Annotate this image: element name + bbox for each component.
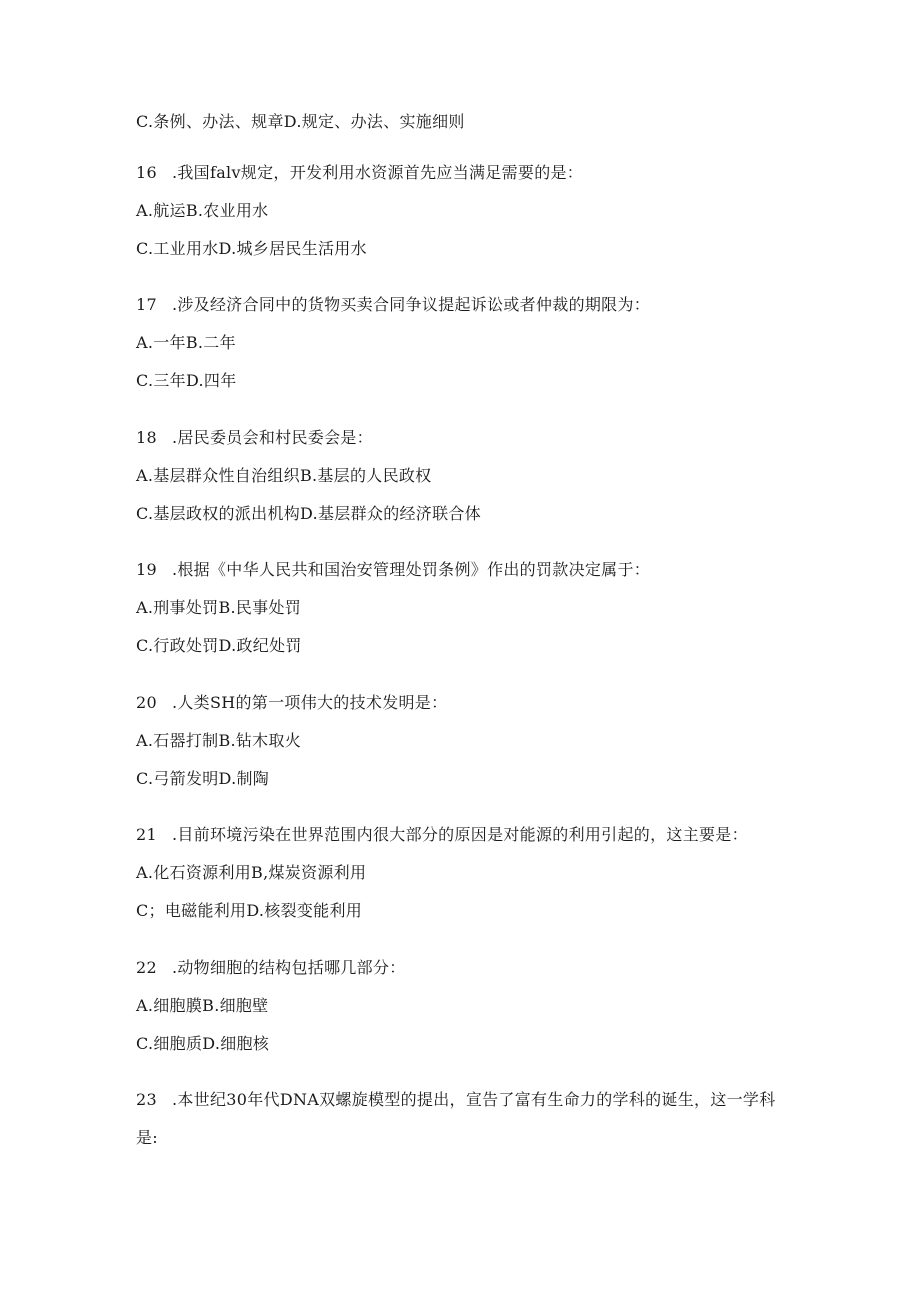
option-line <box>136 1033 269 1055</box>
line-text: C.工业用水D.城乡居民生活用水 <box>136 239 367 258</box>
option-line <box>136 503 481 525</box>
question-text: .人类SH的第一项伟大的技术发明是： <box>172 693 448 712</box>
line-text: C.基层政权的派出机构D.基层群众的经济联合体 <box>136 504 482 523</box>
line-text: C.三年D.四年 <box>136 371 237 390</box>
option-line <box>136 597 301 619</box>
question-number: 21 <box>136 825 157 844</box>
question-number: 23 <box>136 1090 157 1109</box>
line-text: C.细胞质D.细胞核 <box>136 1034 270 1053</box>
line-text: A.基层群众性自治组织B.基层的人民政权 <box>136 466 432 485</box>
question-text: .动物细胞的结构包括哪几部分： <box>172 958 406 977</box>
question-line <box>136 162 583 184</box>
line-text: C.条例、办法、规章D.规定、办法、实施细则 <box>136 112 465 131</box>
question-number: 22 <box>136 958 157 977</box>
question-text: .根据《中华人民共和国治安管理处罚条例》作出的罚款决定属于： <box>172 560 651 579</box>
question-text: .本世纪30年代DNA双螺旋模型的提出，宣告了富有生命力的学科的诞生，这一学科 <box>172 1090 776 1109</box>
question-number: 16 <box>136 163 157 182</box>
question-text: .涉及经济合同中的货物买卖合同争议提起诉讼或者仲裁的期限为： <box>172 295 651 314</box>
line-text: C.行政处罚D.政纪处罚 <box>136 636 302 655</box>
question-number: 17 <box>136 295 157 314</box>
option-line <box>136 900 362 922</box>
question-line <box>136 692 447 714</box>
line-text: C.弓箭发明D.制陶 <box>136 769 270 788</box>
option-line <box>136 111 465 133</box>
option-line <box>136 730 301 752</box>
question-number: 18 <box>136 428 157 447</box>
option-line <box>136 370 237 392</box>
option-line <box>136 332 236 354</box>
line-text: A.航运B.农业用水 <box>136 201 269 220</box>
question-text: .我国falv规定，开发利用水资源首先应当满足需要的是： <box>172 163 584 182</box>
question-line <box>136 559 650 581</box>
line-text: C；电磁能利用D.核裂变能利用 <box>136 901 363 920</box>
option-line <box>136 238 367 260</box>
option-line <box>136 635 302 657</box>
question-line <box>136 1089 776 1111</box>
question-text: .居民委员会和村民委会是： <box>172 428 373 447</box>
line-text: A.细胞膜B.细胞壁 <box>136 996 269 1015</box>
question-line <box>136 957 406 979</box>
option-line <box>136 200 269 222</box>
line-text: A.一年B.二年 <box>136 333 236 352</box>
question-number: 20 <box>136 693 157 712</box>
question-line <box>136 824 748 846</box>
question-text: .目前环境污染在世界范围内很大部分的原因是对能源的利用引起的，这主要是： <box>172 825 748 844</box>
line-text: A.石器打制B.钻木取火 <box>136 731 302 750</box>
option-line <box>136 768 269 790</box>
line-text: A.化石资源利用B,煤炭资源利用 <box>136 863 367 882</box>
question-number: 19 <box>136 560 157 579</box>
question-line <box>136 427 373 449</box>
question-line <box>136 294 650 316</box>
option-line <box>136 862 366 884</box>
line-text: A.刑事处罚B.民事处罚 <box>136 598 302 617</box>
option-line <box>136 465 432 487</box>
option-line <box>136 995 269 1017</box>
option-line <box>136 1127 158 1149</box>
line-text: 是: <box>136 1128 158 1147</box>
